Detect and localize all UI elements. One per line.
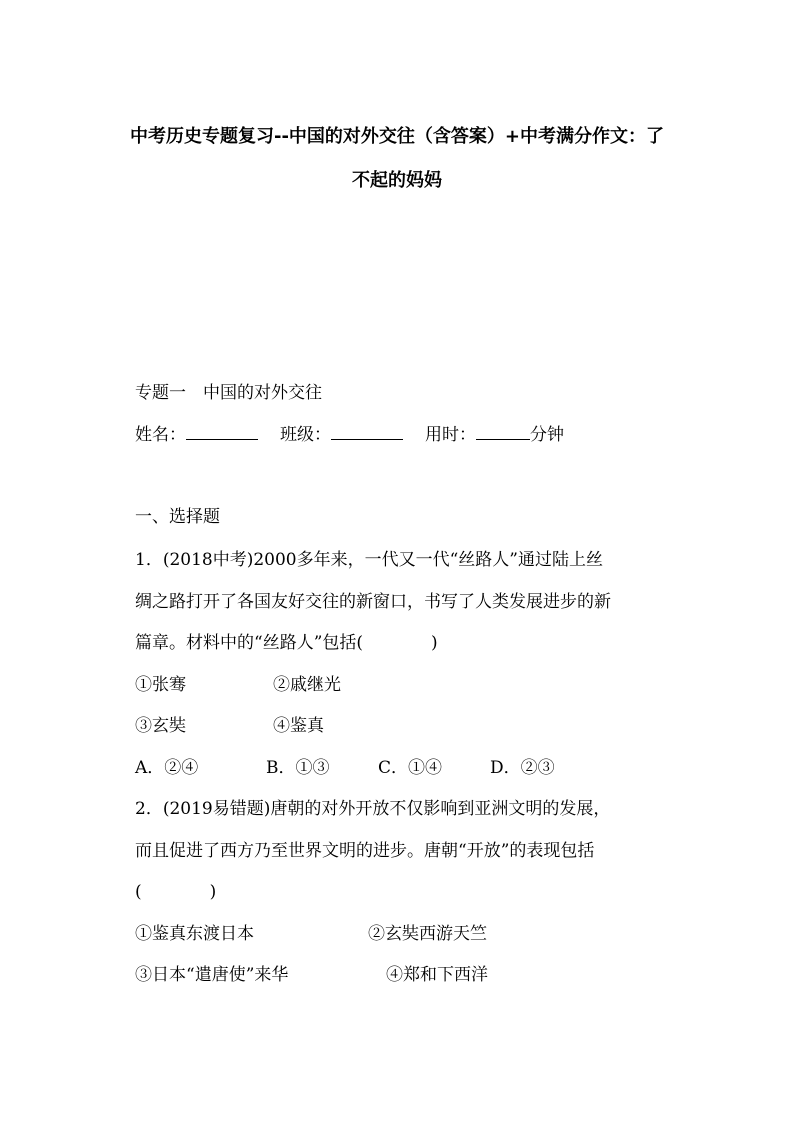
q2-option-1: ①鉴真东渡日本 <box>135 924 254 944</box>
name-label: 姓名： <box>135 425 186 445</box>
q1-choice-c[interactable]: C．①④ <box>378 758 443 778</box>
time-label: 用时： <box>425 425 476 445</box>
q1-line2: 绸之路打开了各国友好交往的新窗口，书写了人类发展进步的新 <box>135 592 611 612</box>
q2-option-4: ④郑和下西洋 <box>386 965 488 985</box>
document-title-line1: 中考历史专题复习--中国的对外交往（含答案）+中考满分作文：了 <box>129 126 665 147</box>
document-title-line2: 不起的妈妈 <box>352 170 442 191</box>
q1-choice-a[interactable]: A．②④ <box>135 758 199 778</box>
name-blank[interactable] <box>186 423 258 440</box>
q2-line2: 而且促进了西方乃至世界文明的进步。唐朝“开放”的表现包括 <box>135 841 595 861</box>
time-blank[interactable] <box>476 423 530 440</box>
class-label: 班级： <box>280 425 331 445</box>
q1-option-2: ②戚继光 <box>273 675 341 695</box>
topic-heading: 专题一 中国的对外交往 <box>135 383 322 403</box>
q1-choice-d[interactable]: D．②③ <box>490 758 555 778</box>
student-info-row <box>135 423 564 447</box>
class-blank[interactable] <box>331 423 403 440</box>
q1-line3: 篇章。材料中的“丝路人”包括( ) <box>135 633 438 653</box>
q2-line3: ( ) <box>135 882 217 902</box>
q2-option-2: ②玄奘西游天竺 <box>368 924 487 944</box>
q1-line1: 1．(2018中考)2000多年来，一代又一代“丝路人”通过陆上丝 <box>135 550 603 570</box>
q1-option-1: ①张骞 <box>135 675 186 695</box>
q1-option-4: ④鉴真 <box>273 716 324 736</box>
q2-option-3: ③日本“遣唐使”来华 <box>135 965 289 985</box>
q1-choice-b[interactable]: B．①③ <box>266 758 330 778</box>
q2-line1: 2．(2019易错题)唐朝的对外开放不仅影响到亚洲文明的发展， <box>135 799 611 819</box>
q1-option-3: ③玄奘 <box>135 716 186 736</box>
section-heading: 一、选择题 <box>135 507 220 527</box>
time-unit: 分钟 <box>530 425 564 445</box>
